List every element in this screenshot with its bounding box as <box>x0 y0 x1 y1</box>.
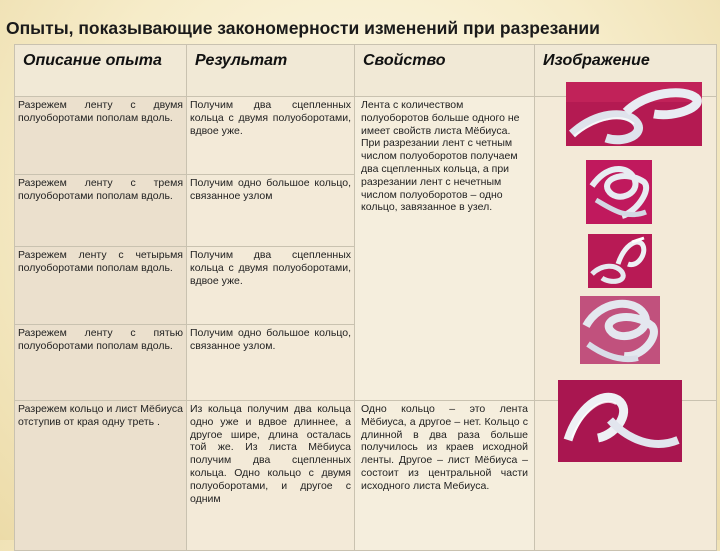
five-halftwist-knot-photo <box>580 296 660 364</box>
ribbon-rings-icon <box>588 234 652 288</box>
ribbon-knot-icon <box>580 296 660 364</box>
ribbon-rings-icon <box>566 82 702 146</box>
header-experiment: Описание опыта <box>15 45 187 97</box>
page-title: Опыты, показывающие закономерности изменений при разрезании <box>6 18 600 38</box>
experiment-text: Разрежем ленту с пятью полуоборотами пополам вдоль. <box>18 327 183 352</box>
experiment-text: Разрежем кольцо и лист Мёбиуса отступив от края одну треть . <box>18 403 183 428</box>
result-text: Из кольца получим два кольца одно уже и вдвое длиннее, а другое шире, длина осталась той же. Из листа Мёбиуса получим два сцепленных кольца. Одно кольцо с двумя полуоборотами, и другое с одним <box>190 403 351 505</box>
knotted-ring-photo <box>586 160 652 224</box>
experiment-text: Разрежем ленту с четырьмя полуоборотами пополам вдоль. <box>18 249 183 274</box>
result-text: Получим два сцепленных кольца с двумя полуоборотами, вдвое уже. <box>190 99 351 137</box>
property-text: Одно кольцо – это лента Мёбиуса, а другое – нет. Кольцо с длинной в два раза больше получилось из краев исходной ленты. Другое – лист Мёбиуса – состоит из центральной части исходного листа Мебиуса. <box>361 403 528 492</box>
header-property: Свойство <box>355 45 535 97</box>
experiment-text: Разрежем ленту с тремя полуоборотами пополам вдоль. <box>18 177 183 202</box>
result-text: Получим два сцепленных кольца с двумя полуоборотами, вдвое уже. <box>190 249 351 287</box>
header-result: Результат <box>187 45 355 97</box>
header-image: Изображение <box>535 45 717 97</box>
four-halftwist-rings-photo <box>588 234 652 288</box>
result-text: Получим одно большое кольцо, связанное узлом. <box>190 327 351 352</box>
third-cut-rings-photo <box>558 380 682 462</box>
two-linked-rings-photo <box>566 82 702 146</box>
ribbon-rings-icon <box>558 380 682 462</box>
merged-property-text: Лента с количеством полуоборотов больше одного не имеет свойств листа Мёбиуса. При разрезании лент с четным числом полуоборотов получаем два сцепленных кольца, а при разрезании лент с нечетным числом полуоборотов – одно кольцо, завязанное в узел. <box>361 99 520 214</box>
ribbon-knot-icon <box>586 160 652 224</box>
result-text: Получим одно большое кольцо, связанное узлом <box>190 177 351 202</box>
experiment-text: Разрежем ленту с двумя полуоборотами пополам вдоль. <box>18 99 183 124</box>
